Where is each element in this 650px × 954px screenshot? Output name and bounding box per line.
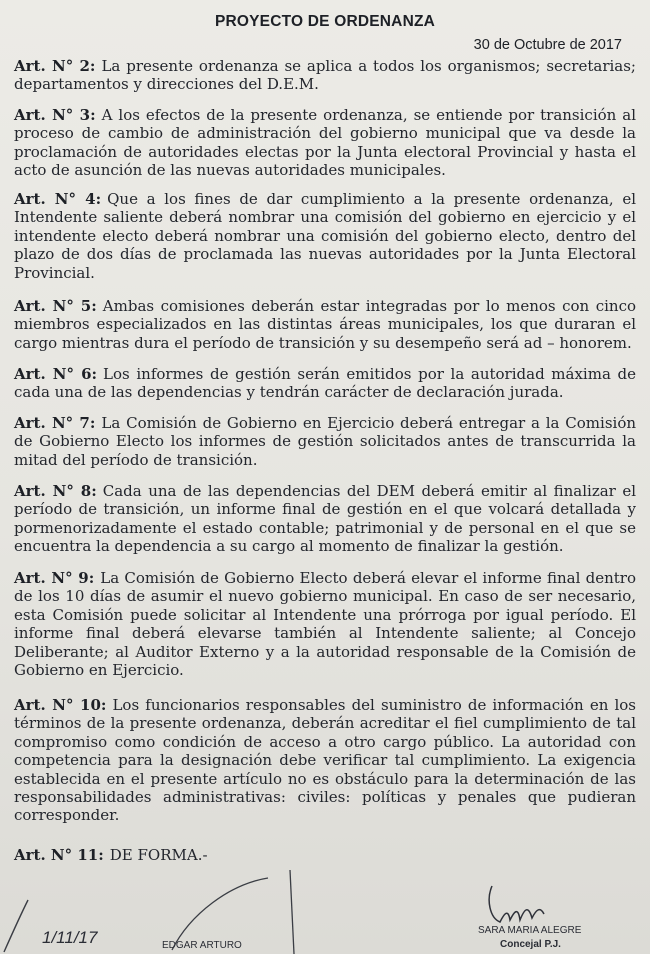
article-text: Ambas comisiones deberán estar integradas por lo menos con cinco miembros especializados en las distintas áreas municipales, los que duraran el cargo mientras dura el período de transición y su desempeño será ad – honorem. <box>14 297 636 352</box>
left-signature-stroke <box>4 900 28 952</box>
article-text: Los funcionarios responsables del suministro de información en los términos de la presente ordenanza, deberán acreditar el fiel cumplimiento de tal compromiso como condición de acceso a otro cargo público. La autoridad con competencia para la designación debe verificar tal cumplimiento. La exigencia establecida en el presente artículo no es obstáculo para la determinación de las responsabilidades administrativas: civiles: políticas y penales que pudieran corresponder. <box>14 696 636 825</box>
left-handwritten-date: 1/11/17 <box>42 928 98 947</box>
article-label: Art. N° 4: <box>14 190 102 208</box>
article-text: Que a los fines de dar cumplimiento a la presente ordenanza, el Intendente saliente deberá nombrar una comisión del gobierno en ejercicio y el intendente electo deberá nombrar una comisión del gobierno electo, dentro del plazo de dos días de proclamada las nuevas autoridades por la Junta Electoral Provincial. <box>14 190 636 282</box>
article-text: A los efectos de la presente ordenanza, se entiende por transición al proceso de cambio de administración del gobierno municipal que va desde la proclamación de autoridades electas por la Junta electoral Provincial y hasta el acto de asunción de las nuevas autoridades municipales. <box>14 106 636 180</box>
article-label: Art. N° 11: <box>14 846 104 864</box>
article-label: Art. N° 10: <box>14 696 107 714</box>
article-label: Art. N° 9: <box>14 569 95 587</box>
article-3 <box>14 106 636 180</box>
article-7 <box>14 414 636 469</box>
article-8 <box>14 482 636 556</box>
left-signatory-name: EDGAR ARTURO <box>162 940 242 951</box>
signature-area <box>0 834 650 954</box>
document-date: 30 de Octubre de 2017 <box>473 37 622 53</box>
article-2 <box>14 57 636 94</box>
article-9 <box>14 569 636 679</box>
article-text: DE FORMA.- <box>109 846 208 864</box>
right-signatory-title: Concejal P.J. <box>500 939 561 950</box>
article-text: La Comisión de Gobierno en Ejercicio deberá entregar a la Comisión de Gobierno Electo los informes de gestión solicitados antes de transcurrida la mitad del período de transición. <box>14 414 637 469</box>
article-6 <box>14 365 636 402</box>
article-10 <box>14 696 636 825</box>
article-5 <box>14 297 636 352</box>
right-signature-scribble <box>489 886 544 922</box>
article-text: La Comisión de Gobierno Electo deberá elevar el informe final dentro de los 10 días de asumir el nuevo gobierno municipal. En caso de ser necesario, esta Comisión puede solicitar al Intendente una prórroga por igual período. El informe final deberá elevarse también al Intendente saliente; al Concejo Deliberante; al Auditor Externo y a la autoridad responsable de la Comisión de Gobierno en Ejercicio. <box>14 569 637 680</box>
article-text: La presente ordenanza se aplica a todos los organismos; secretarias; departamentos y direcciones del D.E.M. <box>14 57 636 94</box>
article-label: Art. N° 6: <box>14 365 98 383</box>
article-label: Art. N° 3: <box>14 106 96 124</box>
article-label: Art. N° 2: <box>14 57 96 75</box>
article-4 <box>14 190 636 282</box>
article-text: Los informes de gestión serán emitidos por la autoridad máxima de cada una de las dependencias y tendrán carácter de declaración jurada. <box>14 365 636 402</box>
article-label: Art. N° 5: <box>14 297 97 315</box>
article-label: Art. N° 8: <box>14 482 97 500</box>
center-signature-line <box>290 870 294 954</box>
document-title: PROYECTO DE ORDENANZA <box>214 13 436 30</box>
article-label: Art. N° 7: <box>14 414 96 432</box>
right-signatory-name: SARA MARIA ALEGRE <box>478 925 582 936</box>
article-text: Cada una de las dependencias del DEM deberá emitir al finalizar el período de transición, un informe final de gestión en el que volcará detallada y pormenorizadamente el estado contable; patrimonial y de personal en el que se encuentra la dependencia a su cargo al momento de finalizar la gestión. <box>14 482 636 556</box>
